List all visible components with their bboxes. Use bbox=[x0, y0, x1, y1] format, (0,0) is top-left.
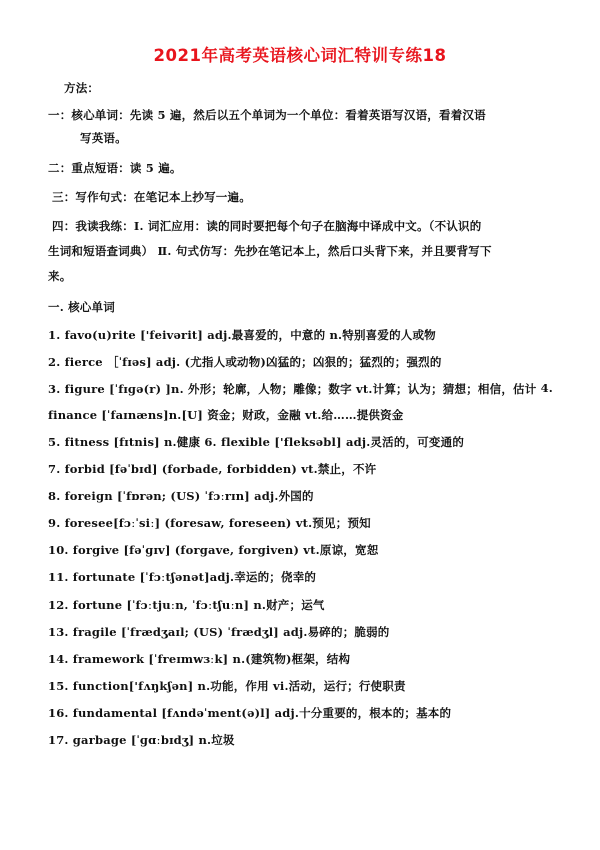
word-entry-10: 10. forgive [fəˈɡɪv] (forgave, forgiven) vt.原谅，宽恕 bbox=[48, 543, 379, 557]
word-entry-4-number: 4. bbox=[540, 381, 553, 395]
word-entry-11: 11. fortunate [ˈfɔːtʃənət]adj.幸运的；侥幸的 bbox=[48, 570, 317, 584]
word-entry-2: 2. fierce ［ˈfɪəs] adj. (尤指人或动物)凶猛的；凶狠的；猛烈的；强烈的 bbox=[48, 355, 442, 369]
method-1-line-1: 一：核心单词：先读 5 遍，然后以五个单词为一个单位：看着英语写汉语，看着汉语 bbox=[48, 108, 486, 122]
section-heading: 一. 核心单词 bbox=[48, 300, 115, 314]
word-entry-13: 13. fragile [ˈfrædʒaɪl; (US) ˈfrædʒl] adj.易碎的；脆弱的 bbox=[48, 625, 390, 639]
word-entry-8: 8. foreign [ˈfɒrən; (US) ˈfɔːrɪn] adj.外国的 bbox=[48, 489, 314, 503]
word-entry-5-6: 5. fitness [fɪtnis] n.健康 6. flexible ['fleksəbl] adj.灵活的，可变通的 bbox=[48, 435, 465, 449]
word-entry-3 bbox=[48, 381, 553, 397]
word-entry-15: 15. function['fʌŋkʃən] n.功能，作用 vi.活动，运行；行使职责 bbox=[48, 679, 406, 693]
methods-heading: 方法： bbox=[64, 81, 100, 95]
method-4-line-2: 生词和短语查词典） Ⅱ. 句式仿写：先抄在笔记本上，然后口头背下来，并且要背写下 bbox=[48, 244, 492, 258]
word-entry-14: 14. framework [ˈfreɪmwɜːk] n.(建筑物)框架，结构 bbox=[48, 652, 351, 666]
word-entry-17: 17. garbage [ˈɡɑːbɪdʒ] n.垃圾 bbox=[48, 733, 235, 747]
word-entry-12: 12. fortune [ˈfɔːtjuːn, ˈfɔːtʃuːn] n.财产；运气 bbox=[48, 598, 325, 612]
word-entry-1: 1. favo(u)rite ['feivərit] adj.最喜爱的，中意的 n.特别喜爱的人或物 bbox=[48, 328, 436, 342]
method-1-line-2: 写英语。 bbox=[80, 131, 127, 145]
page-title: 2021年高考英语核心词汇特训专练18 bbox=[153, 46, 447, 65]
word-entry-4: finance [ˈfaɪnæns]n.[U] 资金；财政，金融 vt.给……提供资金 bbox=[48, 408, 404, 422]
word-entry-16: 16. fundamental [fʌndəˈment(ə)l] adj.十分重要的，根本的；基本的 bbox=[48, 706, 452, 720]
word-entry-3-text: 3. figure [ˈfɪɡə(r) ]n. 外形；轮廓，人物；雕像；数字 vt.计算；认为；猜想；相信，估计 bbox=[48, 382, 537, 396]
method-4-line-3: 来。 bbox=[48, 269, 72, 283]
method-4-line-1: 四：我读我练：Ⅰ. 词汇应用：读的同时要把每个句子在脑海中译成中文。（不认识的 bbox=[52, 219, 482, 233]
method-3: 三：写作句式：在笔记本上抄写一遍。 bbox=[52, 190, 251, 204]
method-2: 二：重点短语：读 5 遍。 bbox=[48, 161, 182, 175]
word-entry-9: 9. foresee[fɔːˈsiː] (foresaw, foreseen) vt.预见；预知 bbox=[48, 516, 371, 530]
word-entry-7: 7. forbid [fəˈbɪd] (forbade, forbidden) vt.禁止，不许 bbox=[48, 462, 377, 476]
